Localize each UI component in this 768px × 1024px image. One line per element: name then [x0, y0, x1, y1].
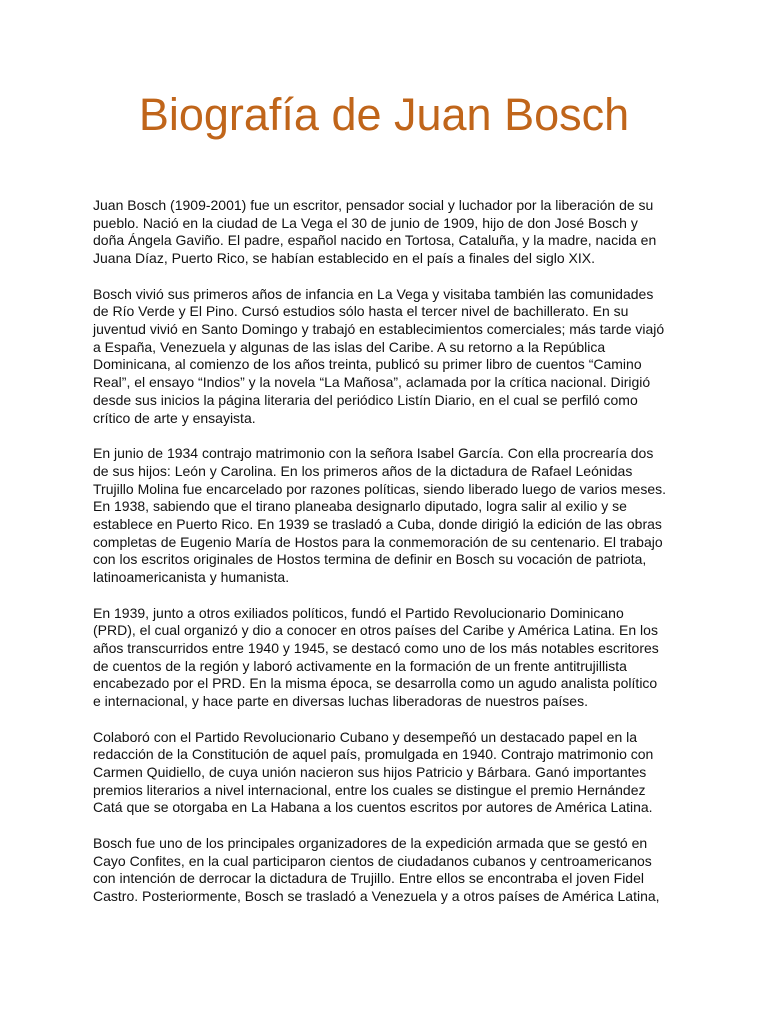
- paragraph: [93, 445, 743, 587]
- document-body: [93, 197, 743, 906]
- paragraph-line: redacción de la Constitución de aquel país, promulgada en 1940. Contrajo matrimonio con: [93, 746, 654, 763]
- paragraph-line: de Río Verde y El Pino. Cursó estudios sólo hasta el tercer nivel de bachillerato. En su: [93, 303, 629, 320]
- paragraph-line: Juan Bosch (1909-2001) fue un escritor, pensador social y luchador por la liberación de su: [93, 197, 654, 213]
- paragraph-line: Juana Díaz, Puerto Rico, se habían establecido en el país a finales del siglo XIX.: [93, 250, 595, 267]
- paragraph-line: años transcurridos entre 1940 y 1945, se destacó como uno de los más notables escritores: [93, 639, 659, 656]
- paragraph: [93, 729, 743, 818]
- paragraph-line: En 1939, junto a otros exiliados políticos, fundó el Partido Revolucionario Dominicano: [93, 604, 624, 621]
- paragraph-line: con intención de derrocar la dictadura de Trujillo. Entre ellos se encontraba el joven Fidel: [93, 870, 644, 887]
- paragraph-line: Catá que se otorgaba en La Habana a los cuentos escritos por autores de América Latina.: [93, 799, 653, 816]
- paragraph-line: completas de Eugenio María de Hostos para la conmemoración de su centenario. El trabajo: [93, 533, 663, 550]
- paragraph-line: crítico de arte y ensayista.: [93, 409, 256, 426]
- paragraph-line: premios literarios a nivel internacional, entre los cuales se distingue el premio Hernández: [93, 781, 646, 798]
- paragraph-line: latinoamericanista y humanista.: [93, 569, 290, 586]
- paragraph-line: Bosch vivió sus primeros años de infancia en La Vega y visitaba también las comunidades: [93, 285, 654, 302]
- paragraph-line: desde sus inicios la página literaria del periódico Listín Diario, en el cual se perfiló como: [93, 391, 638, 408]
- paragraph-line: (PRD), el cual organizó y dio a conocer en otros países del Caribe y América Latina. En los: [93, 622, 658, 639]
- paragraph-line: establece en Puerto Rico. En 1939 se trasladó a Cuba, donde dirigió la edición de las obras: [93, 515, 662, 532]
- paragraph-line: Cayo Confites, en la cual participaron cientos de ciudadanos cubanos y centroamericanos: [93, 852, 652, 869]
- paragraph-line: a España, Venezuela y algunas de las islas del Caribe. A su retorno a la República: [93, 338, 606, 355]
- paragraph-line: e internacional, y hace parte en diversas luchas liberadoras de nuestros países.: [93, 693, 588, 710]
- paragraph-line: Colaboró con el Partido Revolucionario Cubano y desempeñó un destacado papel en la: [93, 728, 638, 745]
- page-title: Biografía de Juan Bosch: [138, 89, 630, 140]
- paragraph-line: En 1938, sabiendo que el tirano planeaba designarlo diputado, logra salir al exilio y se: [93, 498, 627, 515]
- paragraph-line: En junio de 1934 contrajo matrimonio con la señora Isabel García. Con ella procrearía dos: [93, 445, 654, 462]
- paragraph-line: con los escritos originales de Hostos termina de definir en Bosch su vocación de patriota,: [93, 551, 647, 568]
- paragraph-line: de sus hijos: León y Carolina. En los primeros años de la dictadura de Rafael Leónidas: [93, 462, 633, 479]
- paragraph-line: pueblo. Nació en la ciudad de La Vega el 30 de junio de 1909, hijo de don José Bosch y: [93, 214, 638, 231]
- paragraph: [93, 605, 743, 711]
- paragraph: [93, 197, 743, 268]
- paragraph-line: juventud vivió en Santo Domingo y trabajó en establecimientos comerciales; más tarde viajó: [93, 321, 665, 338]
- paragraph-line: encabezado por el PRD. En la misma época, se desarrolla como un agudo analista político: [93, 675, 658, 692]
- paragraph-line: doña Ángela Gaviño. El padre, español nacido en Tortosa, Cataluña, y la madre, nacida en: [93, 232, 657, 249]
- paragraph-line: Castro. Posteriormente, Bosch se trasladó a Venezuela y a otros países de América Latina,: [93, 888, 660, 905]
- paragraph-line: Bosch fue uno de los principales organizadores de la expedición armada que se gestó en: [93, 834, 648, 851]
- paragraph-line: Real”, el ensayo “Indios” y la novela “La Mañosa”, aclamada por la crítica nacional. Dirigió: [93, 374, 651, 391]
- paragraph: [93, 286, 743, 428]
- paragraph-line: Trujillo Molina fue encarcelado por razones políticas, siendo liberado luego de varios meses.: [93, 480, 667, 497]
- paragraph-line: Carmen Quidiello, de cuya unión nacieron sus hijos Patricio y Bárbara. Ganó importantes: [93, 764, 647, 780]
- paragraph: [93, 835, 743, 906]
- paragraph-line: de cuentos de la región y laboró activamente en la formación de un frente antitrujillista: [93, 657, 627, 674]
- paragraph-line: Dominicana, al comienzo de los años treinta, publicó su primer libro de cuentos “Camino: [93, 356, 642, 373]
